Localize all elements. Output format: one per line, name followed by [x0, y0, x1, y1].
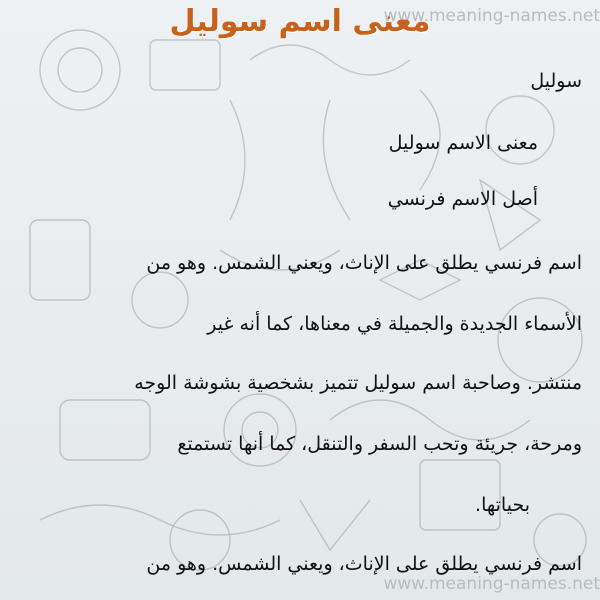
- watermark-top: www.meaning-names.net: [383, 6, 600, 26]
- watermark-bottom: www.meaning-names.net: [383, 574, 600, 594]
- paragraph-line: اسم فرنسي يطلق على الإناث، ويعني الشمس. وهو من: [146, 252, 582, 274]
- paragraph-line: بحياتها.: [475, 494, 530, 516]
- page-title: معنى اسم سوليل: [169, 4, 431, 39]
- title-bar: [0, 0, 600, 48]
- paragraph-line: ومرحة، جريئة وتحب السفر والتنقل، كما أنها تستمتع: [177, 433, 582, 455]
- paragraph-line: الأسماء الجديدة والجميلة في معناها، كما أنه غير: [207, 313, 582, 335]
- meaning-line: معنى الاسم سوليل: [388, 132, 538, 154]
- paragraph-line: منتشر. وصاحبة اسم سوليل تتميز بشخصية بشوشة الوجه: [134, 372, 582, 394]
- paragraph-line: اسم فرنسي يطلق على الإناث، ويعني الشمس. وهو من: [146, 553, 582, 575]
- origin-line: أصل الاسم فرنسي: [387, 188, 538, 210]
- name-line: سوليل: [530, 70, 582, 92]
